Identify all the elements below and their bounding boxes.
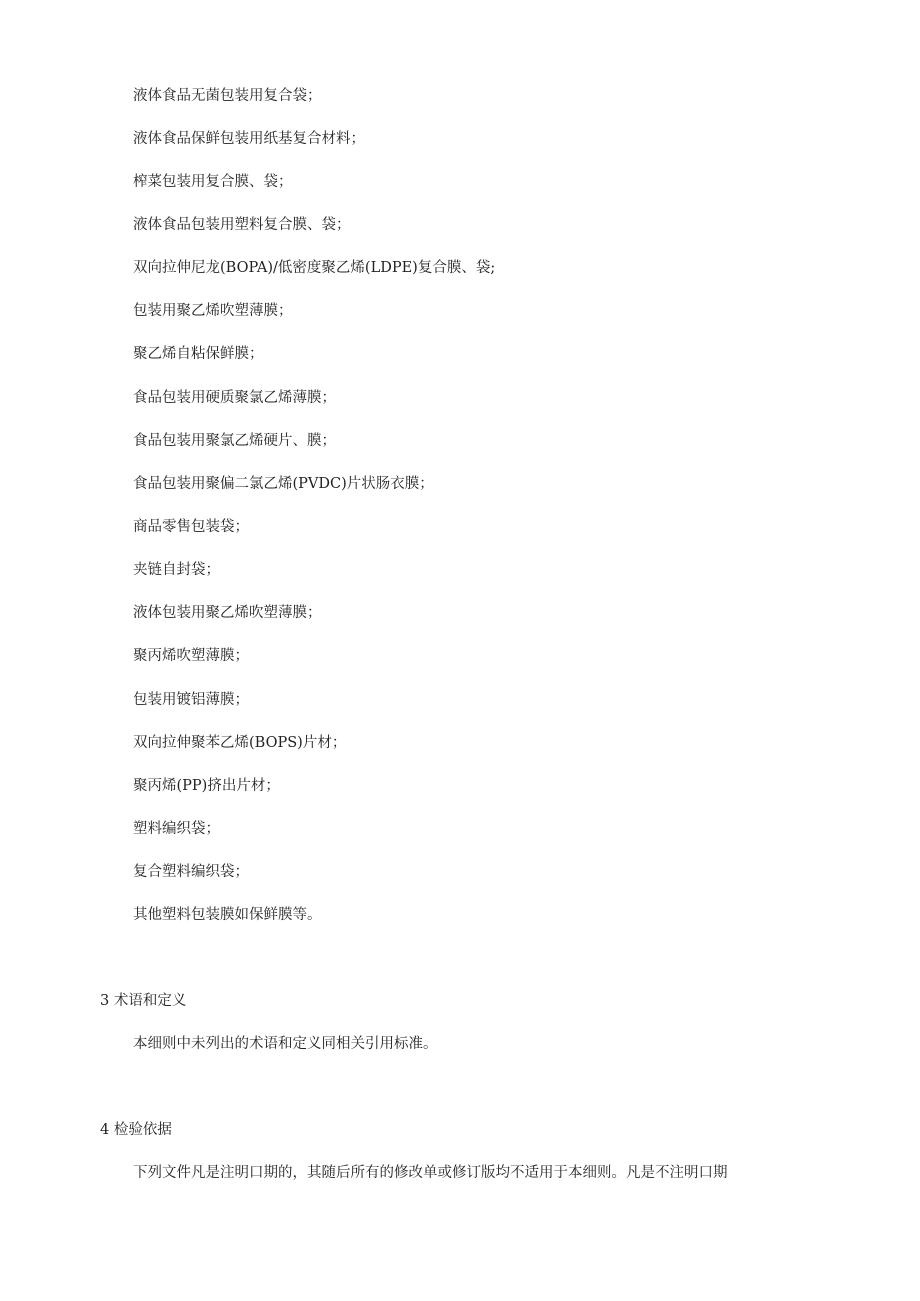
list-item: 聚乙烯自粘保鲜膜； <box>133 346 264 362</box>
list-item: 聚丙烯(PP)挤出片材； <box>133 778 280 794</box>
list-item: 液体食品包装用塑料复合膜、袋； <box>133 217 351 233</box>
list-item: 其他塑料包装膜如保鲜膜等。 <box>133 907 322 923</box>
section-3-heading: 3 术语和定义 <box>100 993 187 1009</box>
list-item: 双向拉伸尼龙(BOPA)/低密度聚乙烯(LDPE)复合膜、袋; <box>133 260 496 276</box>
section-3-paragraph: 本细则中未列出的术语和定义同相关引用标准。 <box>133 1036 438 1052</box>
list-item: 食品包装用硬质聚氯乙烯薄膜； <box>133 390 336 406</box>
list-item: 榨菜包装用复合膜、袋； <box>133 174 293 190</box>
list-item: 包装用聚乙烯吹塑薄膜； <box>133 303 293 319</box>
list-item: 食品包装用聚偏二氯乙烯(PVDC)片状肠衣膜； <box>133 476 434 492</box>
list-item: 双向拉伸聚苯乙烯(BOPS)片材； <box>133 735 347 751</box>
list-item: 食品包装用聚氯乙烯硬片、膜； <box>133 433 336 449</box>
list-item: 商品零售包装袋； <box>133 519 249 535</box>
list-item: 聚丙烯吹塑薄膜； <box>133 648 249 664</box>
list-item: 液体食品保鲜包装用纸基复合材料； <box>133 131 365 147</box>
list-item: 液体食品无菌包装用复合袋； <box>133 88 322 104</box>
list-item: 夹链自封袋； <box>133 562 220 578</box>
list-item: 塑料编织袋； <box>133 821 220 837</box>
list-item: 复合塑料编织袋； <box>133 864 249 880</box>
list-item: 包装用镀铝薄膜； <box>133 692 249 708</box>
section-4-paragraph: 下列文件凡是注明口期的，其随后所有的修改单或修订版均不适用于本细则。凡是不注明口期 <box>133 1165 728 1181</box>
section-4-heading: 4 检验依据 <box>100 1122 172 1138</box>
list-item: 液体包装用聚乙烯吹塑薄膜； <box>133 605 322 621</box>
